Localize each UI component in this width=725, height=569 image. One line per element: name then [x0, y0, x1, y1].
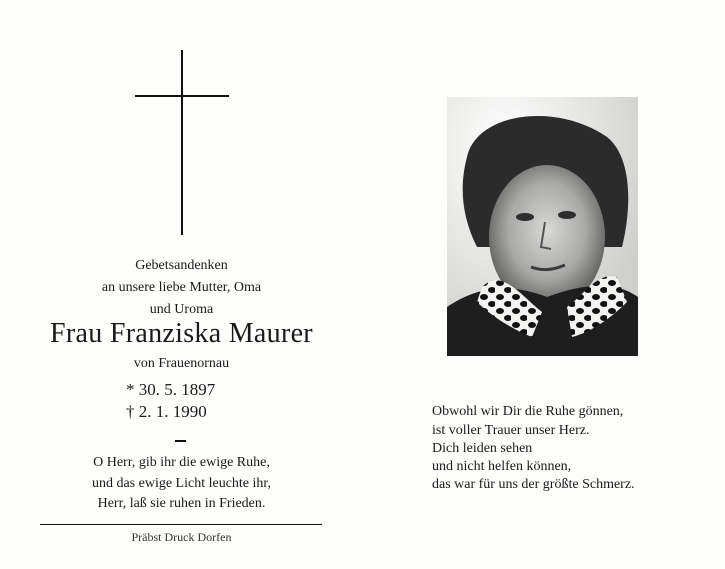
verse-line-4: und nicht helfen können,: [432, 459, 572, 474]
verse-line-3: Dich leiden sehen: [432, 441, 533, 456]
verse-line-2: ist voller Trauer unser Herz.: [432, 423, 590, 438]
footer-rule: [40, 524, 322, 525]
intro-line-2: an unsere liebe Mutter, Oma: [101, 280, 262, 295]
intro-line-3: und Uroma: [149, 302, 214, 317]
prayer-line-3: Herr, laß sie ruhen in Frieden.: [97, 496, 266, 511]
printer-credit: Präbst Druck Dorfen: [131, 530, 232, 544]
prayer-line-1: O Herr, gib ihr die ewige Ruhe,: [93, 455, 270, 470]
birth-date: * 30. 5. 1897: [126, 380, 216, 399]
divider-dash: [175, 440, 186, 442]
prayer-line-2: und das ewige Licht leuchte ihr,: [91, 476, 272, 491]
verse-line-1: Obwohl wir Dir die Ruhe gönnen,: [432, 404, 624, 419]
verse-line-5: das war für uns der größte Schmerz.: [432, 477, 635, 492]
intro-line-1: Gebetsandenken: [135, 258, 228, 273]
death-date: † 2. 1. 1990: [126, 402, 207, 421]
deceased-name: Frau Franziska Maurer: [50, 318, 313, 349]
origin-text: von Frauenornau: [133, 356, 230, 371]
portrait-photo: [447, 97, 638, 356]
